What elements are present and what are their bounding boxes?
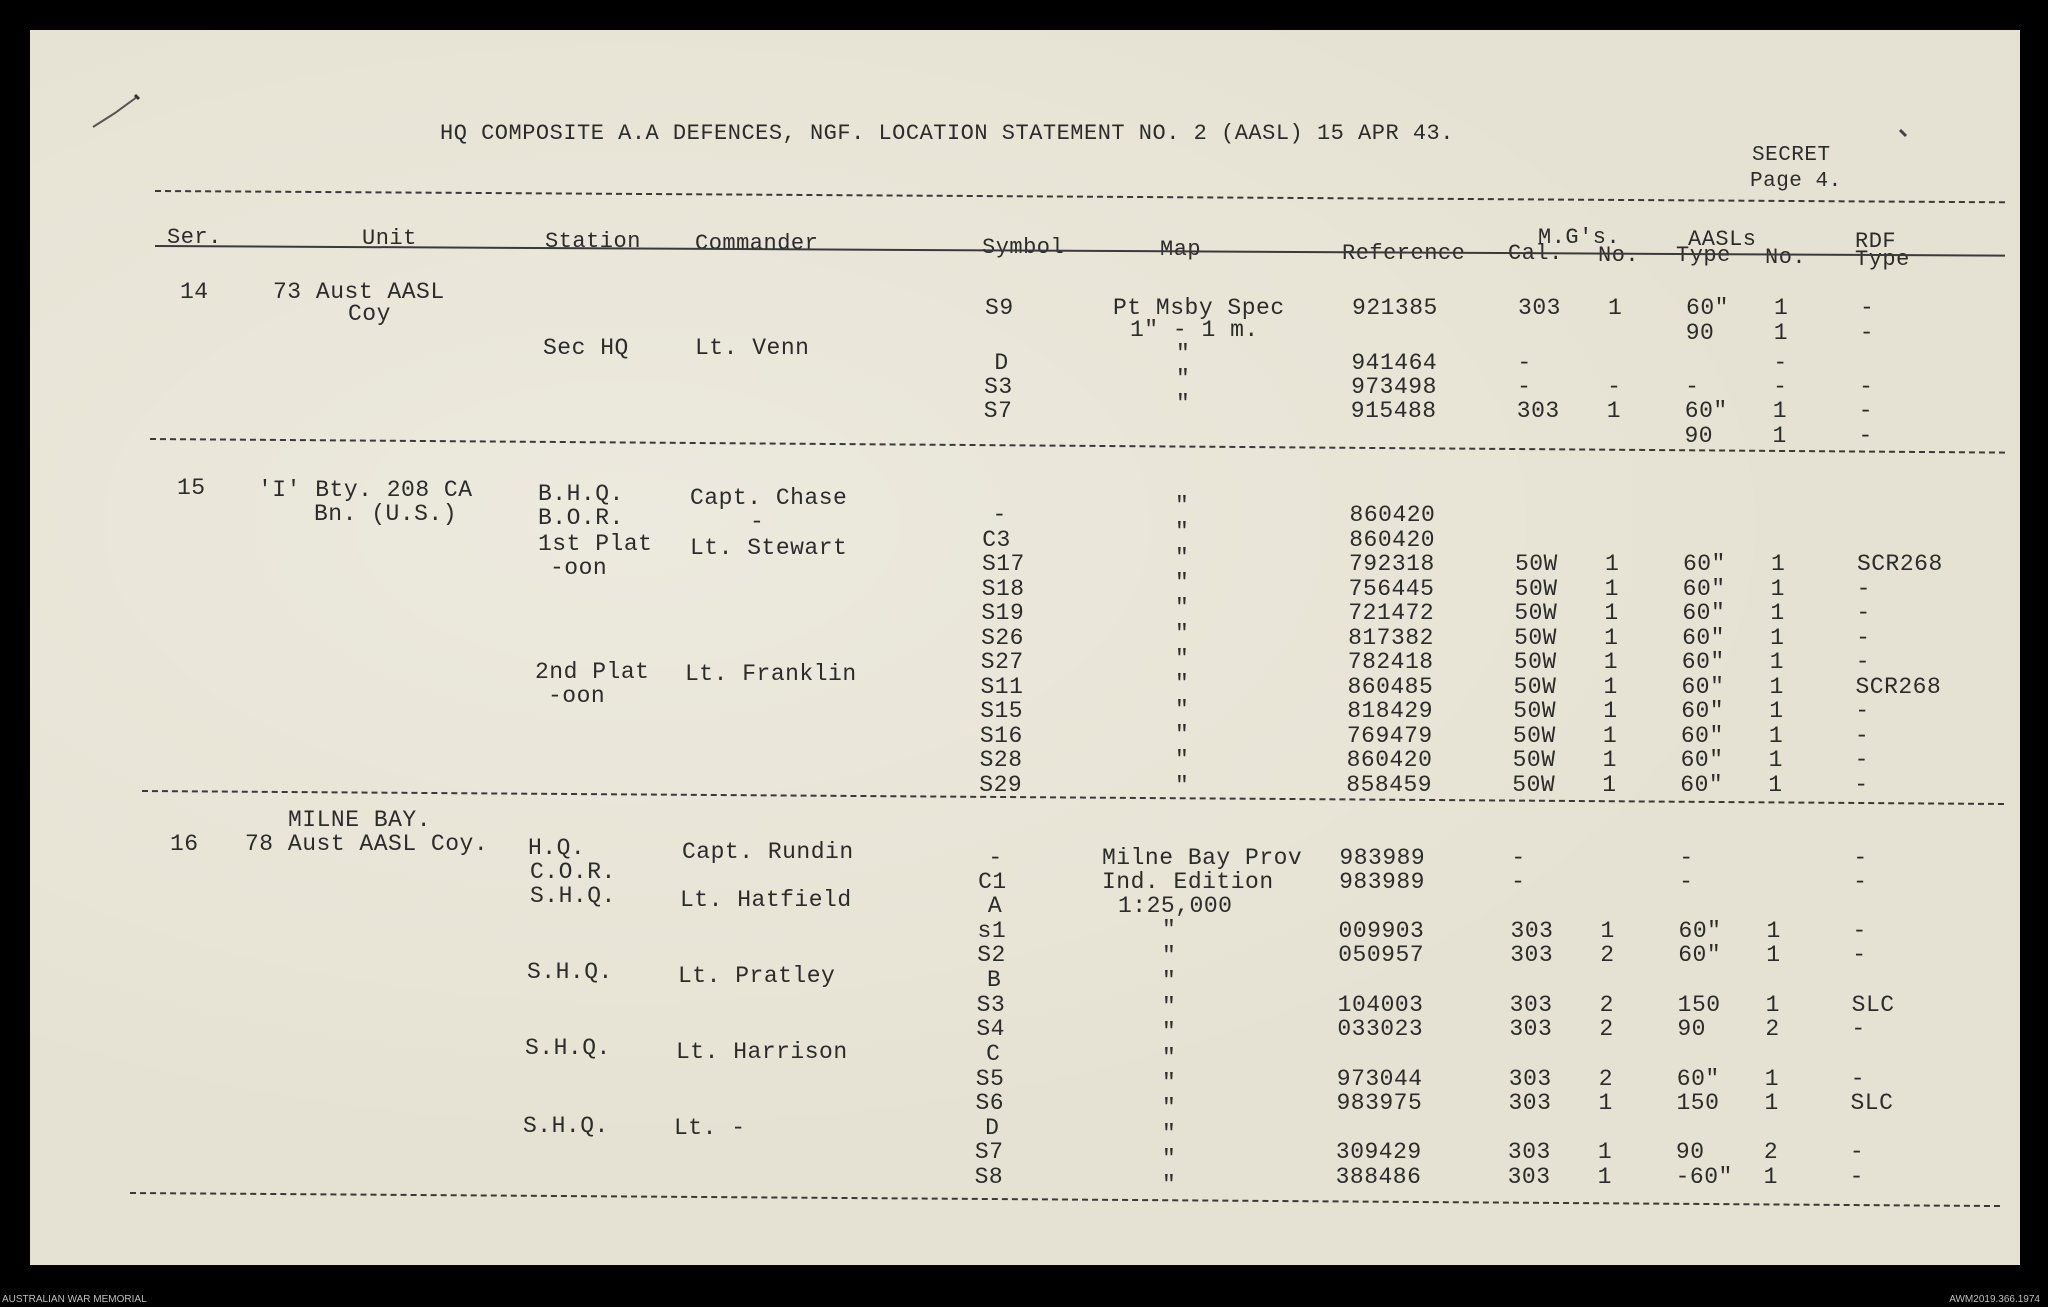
map-16-line3: 1:25,000: [1118, 893, 1233, 919]
row-symbol: S17: [981, 551, 1025, 577]
col-rdf-type-header: Type: [1855, 247, 1910, 272]
col-reference-header: Reference: [1342, 241, 1466, 266]
document-title: HQ COMPOSITE A.A DEFENCES, NGF. LOCATION STATEMENT NO. 2 (AASL) 15 APR 43.: [440, 121, 1454, 146]
row-mg-cal: 303: [1518, 295, 1561, 321]
commander-dash: -: [750, 509, 765, 535]
row-rdf-type: -: [1853, 845, 1868, 871]
commander-venn: Lt. Venn: [695, 335, 810, 361]
col-ser-header: Ser.: [167, 225, 222, 250]
map-ditto: ": [1176, 391, 1191, 417]
col-mg-no-header: No.: [1598, 243, 1640, 268]
row-symbol: S2: [977, 942, 1006, 968]
row-symbol: S29: [979, 772, 1023, 798]
row-reference: 915488: [1350, 398, 1437, 424]
station-1st-plat-oon: -oon: [550, 555, 608, 581]
station-shq-4: S.H.Q.: [523, 1113, 609, 1139]
row-mg-cal: -: [1511, 845, 1526, 871]
paper-ink-mark: [1890, 120, 1930, 240]
row-reference: 050957: [1338, 942, 1425, 968]
row-reference: 769479: [1346, 723, 1433, 749]
row-mg-no: 1: [1604, 625, 1619, 651]
row-mg-no: 2: [1598, 1066, 1614, 1092]
map-ditto: ": [1162, 1019, 1177, 1045]
map-ditto: ": [1162, 917, 1177, 943]
row-mg-no: 1: [1597, 1164, 1612, 1190]
map-ditto: ": [1162, 968, 1177, 994]
row-aasl-type: 90: [1685, 320, 1715, 346]
row-aasl-no: 1: [1765, 992, 1780, 1018]
row-mg-no: 2: [1599, 992, 1614, 1018]
entry-unit-14-line1: 73 Aust AASL: [273, 279, 445, 305]
row-aasl-no: 2: [1763, 1139, 1779, 1165]
row-rdf-type: -: [1855, 698, 1870, 724]
row-aasl-type: 60": [1682, 600, 1726, 626]
row-rdf-type: -: [1859, 374, 1874, 400]
row-mg-no: 1: [1604, 551, 1620, 577]
row-aasl-type: 60": [1680, 747, 1724, 773]
entry-unit-16-line2: 78 Aust AASL Coy.: [245, 831, 489, 857]
entry-ser-16: 16: [170, 831, 199, 857]
row-mg-no: 1: [1603, 649, 1619, 675]
rdf-group-header: RDF: [1855, 229, 1897, 254]
entry-ser-14: 14: [180, 279, 209, 305]
row-symbol: C3: [982, 527, 1011, 553]
row-rdf-type: -: [1860, 295, 1875, 321]
map-14-line2: 1" - 1 m.: [1130, 317, 1259, 343]
row-aasl-type: -: [1679, 869, 1694, 895]
row-aasl-no: 1: [1766, 918, 1781, 944]
map-ditto: ": [1176, 366, 1191, 392]
row-mg-cal: 303: [1509, 1016, 1553, 1042]
row-mg-cal: 50W: [1514, 625, 1557, 651]
row-aasl-no: -: [1773, 374, 1788, 400]
commander-rundin: Capt. Rundin: [682, 839, 854, 865]
row-reference: 860420: [1346, 747, 1433, 773]
row-symbol: S4: [976, 1016, 1005, 1042]
row-rdf-type: -: [1850, 1066, 1866, 1092]
row-aasl-type: 60": [1686, 295, 1729, 321]
row-mg-no: 1: [1602, 772, 1617, 798]
row-rdf-type: -: [1856, 625, 1871, 651]
station-shq-1: S.H.Q.: [530, 883, 616, 909]
row-symbol: S19: [981, 600, 1025, 626]
row-mg-cal: 303: [1507, 1139, 1551, 1165]
row-mg-no: 2: [1599, 1016, 1614, 1042]
row-rdf-type: -: [1851, 1016, 1866, 1042]
row-mg-no: 1: [1602, 723, 1618, 749]
row-rdf-type: -: [1849, 1164, 1864, 1190]
row-symbol: B: [986, 967, 1002, 993]
map-ditto: ": [1162, 943, 1177, 969]
row-symbol: A: [987, 893, 1003, 919]
row-symbol: S18: [981, 576, 1025, 602]
row-aasl-type: 90: [1684, 423, 1714, 449]
row-aasl-no: 1: [1773, 320, 1789, 346]
row-mg-cal: -: [1511, 869, 1526, 895]
row-mg-no: 2: [1600, 942, 1615, 968]
row-symbol: S3: [976, 992, 1006, 1018]
row-symbol: S3: [984, 374, 1013, 400]
row-symbol: D: [985, 1115, 1000, 1141]
row-mg-cal: 50W: [1514, 600, 1558, 626]
map-ditto: ": [1162, 1172, 1177, 1198]
row-aasl-type: 60": [1676, 1066, 1720, 1092]
row-mg-no: 1: [1603, 674, 1618, 700]
map-ditto: ": [1175, 697, 1190, 723]
row-reference: 104003: [1337, 992, 1424, 1018]
row-aasl-no: 1: [1772, 398, 1788, 424]
row-aasl-no: 1: [1766, 942, 1781, 968]
row-aasl-no: 1: [1774, 295, 1789, 321]
row-rdf-type: -: [1855, 649, 1871, 675]
row-rdf-type: -: [1858, 423, 1873, 449]
station-1st-plat: 1st Plat: [538, 531, 653, 557]
row-aasl-no: 1: [1768, 723, 1784, 749]
row-mg-cal: 50W: [1513, 674, 1557, 700]
row-aasl-type: 60": [1684, 398, 1728, 424]
row-aasl-type: 60": [1681, 698, 1725, 724]
row-reference: 860485: [1347, 674, 1434, 700]
row-reference: 983975: [1336, 1090, 1423, 1116]
entry-unit-14-line2: Coy: [348, 301, 391, 327]
row-rdf-type: -: [1853, 869, 1868, 895]
row-rdf-type: -: [1856, 600, 1871, 626]
station-sec-hq: Sec HQ: [543, 335, 629, 361]
row-aasl-no: 1: [1769, 649, 1785, 675]
row-aasl-no: 1: [1768, 747, 1783, 773]
row-mg-cal: 303: [1508, 1090, 1552, 1116]
row-reference: 973044: [1336, 1066, 1423, 1092]
row-aasl-no: 1: [1769, 698, 1784, 724]
section-rule-15-16: [142, 790, 2004, 805]
aasls-group-header: AASLs: [1688, 227, 1757, 252]
row-mg-no: 1: [1597, 1139, 1613, 1165]
row-mg-cal: 50W: [1514, 576, 1558, 602]
footer-accession: AWM2019.366.1974: [1949, 1294, 2040, 1305]
row-mg-no: 1: [1603, 698, 1618, 724]
row-rdf-type: SCR268: [1855, 674, 1942, 700]
col-commander-header: Commander: [695, 231, 819, 256]
station-cor: C.O.R.: [530, 859, 616, 885]
row-aasl-type: 60": [1682, 551, 1726, 577]
row-reference: 860420: [1349, 527, 1436, 553]
commander-unnamed: Lt. -: [674, 1115, 746, 1141]
col-symbol-header: Symbol: [982, 235, 1065, 260]
row-reference: 817382: [1348, 625, 1434, 651]
row-rdf-type: -: [1854, 772, 1869, 798]
row-symbol: S5: [975, 1066, 1005, 1092]
row-rdf-type: SLC: [1851, 992, 1895, 1018]
entry-ser-15: 15: [177, 475, 206, 501]
row-symbol: C: [986, 1041, 1001, 1067]
col-station-header: Station: [545, 229, 641, 254]
row-reference: 388486: [1335, 1164, 1422, 1190]
station-hq: H.Q.: [528, 835, 586, 861]
row-reference: 756445: [1348, 576, 1435, 602]
map-14-line1: Pt Msby Spec: [1113, 295, 1285, 321]
entry-unit-16-line1: MILNE BAY.: [288, 807, 432, 833]
row-aasl-type: 90: [1675, 1139, 1705, 1165]
row-mg-cal: 303: [1508, 1066, 1552, 1092]
row-reference: 941464: [1351, 350, 1438, 376]
entry-unit-15-line1: 'I' Bty. 208 CA: [258, 477, 473, 503]
map-ditto: ": [1175, 646, 1190, 672]
map-ditto: ": [1175, 519, 1190, 545]
row-aasl-no: 1: [1764, 1090, 1779, 1116]
col-aasl-no-header: No.: [1765, 245, 1807, 270]
row-symbol: S16: [979, 723, 1023, 749]
classification-label: SECRET: [1752, 144, 1831, 167]
map-ditto: ": [1175, 570, 1190, 596]
row-reference: 921385: [1352, 295, 1438, 321]
row-aasl-type: 60": [1681, 674, 1725, 700]
map-ditto: ": [1162, 1045, 1177, 1071]
row-mg-cal: 303: [1507, 1164, 1551, 1190]
row-reference: 792318: [1348, 551, 1435, 577]
bottom-rule: [130, 1192, 2000, 1207]
row-rdf-type: -: [1858, 398, 1874, 424]
map-ditto: ": [1175, 773, 1190, 799]
row-rdf-type: -: [1849, 1139, 1865, 1165]
row-rdf-type: -: [1859, 320, 1875, 346]
row-aasl-type: 60": [1682, 625, 1725, 651]
row-aasl-no: 1: [1768, 772, 1783, 798]
col-aasl-type-header: Type: [1676, 243, 1731, 268]
row-symbol: D: [994, 350, 1009, 376]
station-2nd-plat: 2nd Plat: [535, 659, 650, 685]
commander-pratley: Lt. Pratley: [678, 963, 836, 989]
row-symbol: -: [988, 845, 1003, 871]
row-reference: 309429: [1335, 1139, 1422, 1165]
map-ditto: ": [1175, 747, 1190, 773]
row-aasl-type: 60": [1678, 918, 1722, 944]
row-symbol: S6: [975, 1090, 1005, 1116]
row-reference: 858459: [1346, 772, 1433, 798]
row-symbol: S7: [974, 1139, 1004, 1165]
row-rdf-type: SCR268: [1856, 551, 1943, 577]
row-mg-no: 1: [1604, 576, 1619, 602]
commander-hatfield: Lt. Hatfield: [680, 887, 852, 913]
col-cal-header: Cal.: [1508, 241, 1563, 266]
row-aasl-no: 2: [1765, 1016, 1780, 1042]
row-mg-cal: 50W: [1513, 698, 1557, 724]
row-symbol: S15: [980, 698, 1024, 724]
map-ditto: ": [1175, 722, 1190, 748]
row-aasl-type: 150: [1677, 992, 1721, 1018]
row-mg-cal: 50W: [1512, 723, 1556, 749]
map-ditto: ": [1162, 1095, 1177, 1121]
station-bor: B.O.R.: [538, 505, 624, 531]
row-reference: 983989: [1339, 869, 1425, 895]
map-ditto: ": [1162, 1146, 1177, 1172]
row-symbol: S26: [981, 625, 1024, 651]
row-rdf-type: SLC: [1850, 1090, 1894, 1116]
map-16-line1: Milne Bay Prov: [1102, 845, 1303, 871]
row-mg-no: -: [1607, 374, 1622, 400]
row-aasl-no: 1: [1770, 625, 1785, 651]
row-reference: 818429: [1347, 698, 1434, 724]
footer-source: AUSTRALIAN WAR MEMORIAL: [2, 1294, 147, 1305]
row-aasl-type: 60": [1682, 576, 1726, 602]
row-symbol: -: [992, 502, 1007, 528]
row-rdf-type: -: [1854, 747, 1869, 773]
page-number: Page 4.: [1750, 170, 1842, 193]
row-mg-cal: -: [1517, 374, 1532, 400]
row-aasl-type: 60": [1680, 723, 1724, 749]
row-aasl-type: -60": [1675, 1164, 1733, 1190]
row-mg-cal: 50W: [1513, 649, 1557, 675]
row-reference: 782418: [1347, 649, 1434, 675]
row-reference: 033023: [1337, 1016, 1424, 1042]
row-symbol: S28: [979, 747, 1023, 773]
map-ditto: ": [1176, 341, 1191, 367]
row-reference: 009903: [1338, 918, 1425, 944]
map-16-line2: Ind. Edition: [1102, 869, 1274, 895]
commander-chase: Capt. Chase: [690, 485, 848, 511]
row-rdf-type: -: [1852, 918, 1867, 944]
row-aasl-type: 90: [1677, 1016, 1706, 1042]
row-reference: 721472: [1348, 600, 1435, 626]
row-aasl-type: -: [1685, 374, 1700, 400]
row-symbol: S11: [980, 674, 1024, 700]
row-aasl-no: 1: [1764, 1066, 1780, 1092]
row-mg-no: 1: [1606, 398, 1622, 424]
row-mg-no: 1: [1604, 600, 1619, 626]
row-mg-cal: 303: [1510, 918, 1554, 944]
station-shq-3: S.H.Q.: [525, 1035, 611, 1061]
station-bhq: B.H.Q.: [538, 481, 624, 507]
section-rule-14-15: [150, 438, 2005, 454]
row-aasl-no: 1: [1770, 600, 1785, 626]
map-ditto: ": [1162, 994, 1177, 1020]
row-aasl-no: 1: [1763, 1164, 1778, 1190]
commander-stewart: Lt. Stewart: [690, 535, 848, 561]
row-symbol: s1: [977, 918, 1007, 944]
row-aasl-type: 60": [1680, 772, 1724, 798]
commander-harrison: Lt. Harrison: [676, 1039, 848, 1065]
paper-scratch-mark: [85, 85, 145, 135]
row-aasl-no: 1: [1772, 423, 1787, 449]
row-rdf-type: -: [1856, 576, 1871, 602]
row-reference: 860420: [1349, 502, 1436, 528]
map-ditto: ": [1175, 595, 1190, 621]
map-ditto: ": [1175, 493, 1190, 519]
row-mg-cal: 303: [1516, 398, 1560, 424]
row-mg-cal: 50W: [1512, 772, 1556, 798]
row-aasl-type: 60": [1678, 942, 1722, 968]
mgs-group-header: M.G's.: [1538, 225, 1621, 250]
row-symbol: C1: [978, 869, 1007, 895]
row-mg-cal: 50W: [1512, 747, 1556, 773]
map-ditto: ": [1175, 671, 1190, 697]
row-mg-no: 1: [1602, 747, 1617, 773]
map-ditto: ": [1175, 621, 1190, 647]
row-aasl-type: -: [1679, 845, 1694, 871]
row-mg-cal: 303: [1510, 942, 1554, 968]
row-mg-no: 1: [1598, 1090, 1613, 1116]
row-mg-cal: -: [1517, 350, 1532, 376]
row-aasl-no: 1: [1770, 551, 1786, 577]
row-aasl-no: -: [1773, 350, 1788, 376]
row-rdf-type: -: [1852, 942, 1867, 968]
col-unit-header: Unit: [362, 226, 417, 251]
row-aasl-no: 1: [1770, 576, 1785, 602]
row-symbol: S9: [985, 295, 1014, 321]
row-symbol: S7: [983, 398, 1013, 424]
document-page: [30, 30, 2020, 1265]
col-map-header: Map: [1160, 237, 1202, 262]
row-rdf-type: -: [1854, 723, 1870, 749]
map-ditto: ": [1175, 545, 1190, 571]
map-ditto: ": [1162, 1070, 1177, 1096]
header-rule: [155, 190, 2005, 203]
row-symbol: S27: [980, 649, 1024, 675]
row-mg-cal: 303: [1509, 992, 1553, 1018]
row-mg-no: 1: [1600, 918, 1615, 944]
row-symbol: S8: [974, 1164, 1004, 1190]
station-2nd-plat-oon: -oon: [548, 683, 606, 709]
commander-franklin: Lt. Franklin: [685, 661, 857, 687]
row-mg-no: 1: [1608, 295, 1623, 321]
row-aasl-no: 1: [1769, 674, 1784, 700]
station-shq-2: S.H.Q.: [527, 959, 613, 985]
entry-unit-15-line2: Bn. (U.S.): [314, 501, 458, 527]
row-mg-cal: 50W: [1514, 551, 1558, 577]
row-reference: 973498: [1351, 374, 1437, 400]
row-aasl-type: 60": [1681, 649, 1725, 675]
row-reference: 983989: [1339, 845, 1426, 871]
row-aasl-type: 150: [1676, 1090, 1720, 1116]
map-ditto: ": [1162, 1121, 1177, 1147]
